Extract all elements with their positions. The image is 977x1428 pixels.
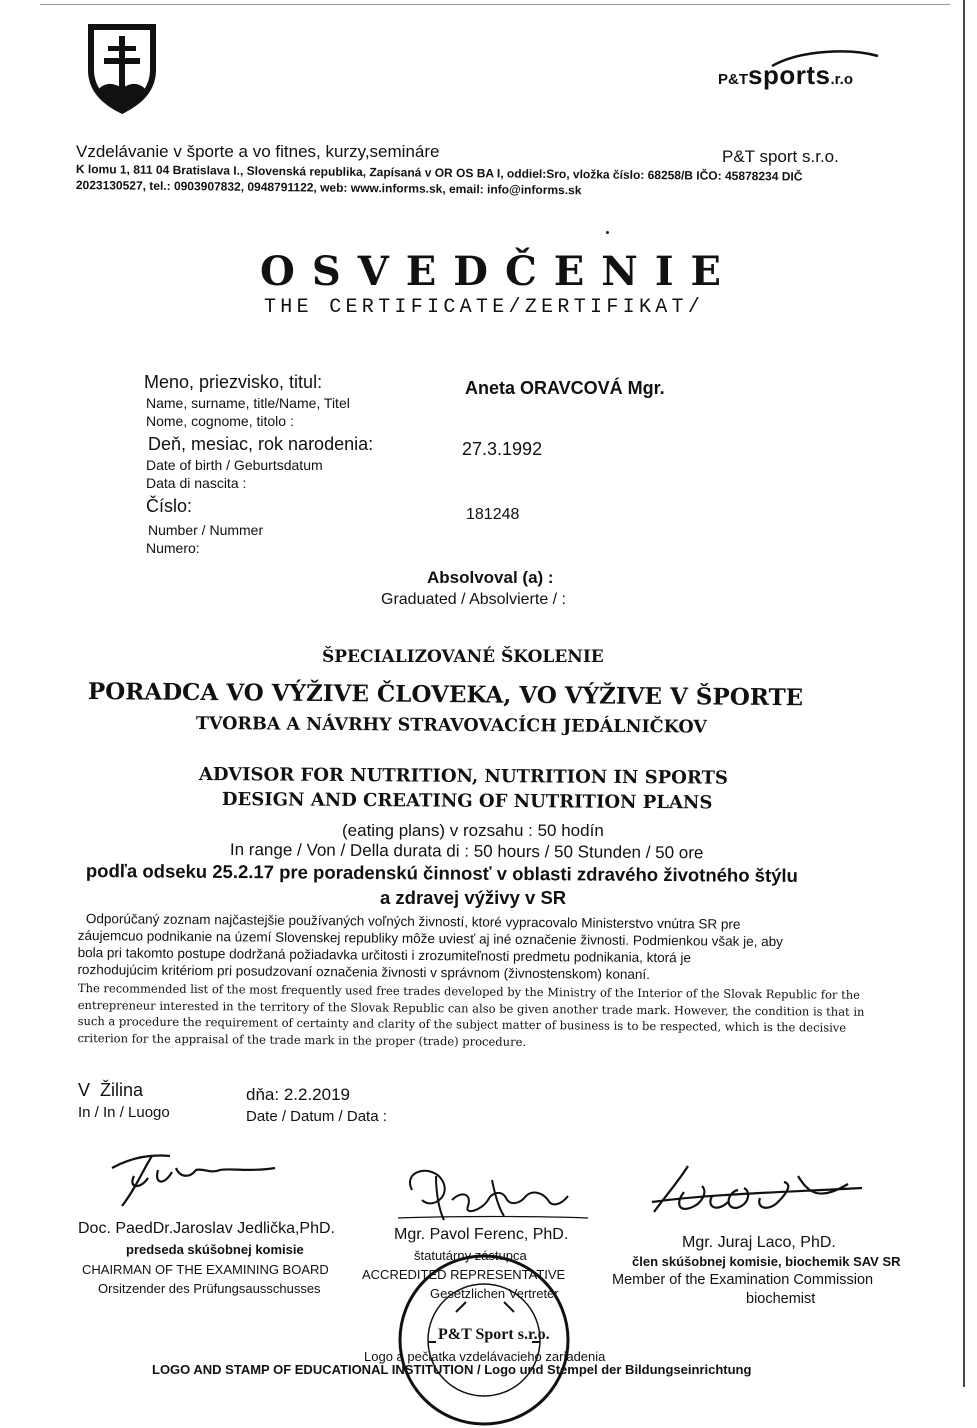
name-value: Aneta ORAVCOVÁ Mgr. <box>465 378 665 398</box>
date-line <box>246 1085 350 1105</box>
header-address: K lomu 1, 811 04 Bratislava I., Slovenská republika, Zapísaná v OR OS BA I, oddiel:Sro, vložka číslo: 68258/B IČO: 45878234 DIČ <box>75 162 803 184</box>
header-tagline: Vzdelávanie v športe a vo fitnes, kurzy,semináre <box>76 142 440 161</box>
course-title-sk-1: PORADCA VO VÝŽIVE ČLOVEKA, VO VÝŽIVE V ŠPORTE <box>87 678 804 712</box>
course-section-2: a zdravej výživy v SR <box>380 887 567 908</box>
notice-en-line: such a procedure the requirement of certainty and clarity of the subject matter of business is to be respected, which is the decisive <box>77 1013 847 1035</box>
signatory-1-role-en: CHAIRMAN OF THE EXAMINING BOARD <box>82 1262 329 1277</box>
speck <box>606 231 609 234</box>
certificate-subtitle: THE CERTIFICATE/ZERTIFIKAT/ <box>264 296 705 319</box>
place-line <box>78 1080 143 1101</box>
notice-sk-line: bola pri takomto postupe dodržaná požiadavka určitosti i zrozumiteľnosti predmetu podnikania, ktorá je <box>77 944 691 966</box>
top-border-line <box>40 4 950 5</box>
course-title-en-1: ADVISOR FOR NUTRITION, NUTRITION IN SPORTS <box>198 764 729 789</box>
dob-label-it: Data di nascita : <box>146 475 247 491</box>
slovak-coat-of-arms-icon <box>84 20 160 116</box>
dob-label: Deň, mesiac, rok narodenia: <box>148 434 374 454</box>
name-label: Meno, priezvisko, titul: <box>144 372 323 392</box>
notice-en-line: The recommended list of the most frequently used free trades developed by the Ministry of the Interior of the Slovak Republic for the <box>77 980 861 1002</box>
brand-prefix: P&T <box>718 71 748 88</box>
number-label-it: Numero: <box>146 540 200 556</box>
signatory-1-role-sk: predseda skúšobnej komisie <box>126 1242 304 1257</box>
graduated-label-en: Graduated / Absolvierte / : <box>381 591 566 608</box>
date-value: 2.2.2019 <box>283 1085 351 1104</box>
signatory-2-role-de: Gesetzlichen Vertreter <box>430 1286 559 1301</box>
course-scope-intl: In range / Von / Della durata di : 50 hours / 50 Stunden / 50 ore <box>229 840 704 863</box>
signatory-3-role-extra: biochemist <box>746 1291 816 1307</box>
place-label-en: In / In / Luogo <box>78 1104 170 1121</box>
graduated-label: Absolvoval (a) : <box>427 568 554 587</box>
date-label-en: Date / Datum / Data : <box>246 1108 387 1125</box>
signature-1-graphic <box>100 1148 290 1218</box>
brand-suffix: .r.o <box>830 71 853 88</box>
stamp-text: P&T Sport s.r.o. <box>438 1326 550 1343</box>
course-scope-sk: (eating plans) v rozsahu : 50 hodín <box>342 821 604 840</box>
signatory-3-name: Mgr. Juraj Laco, PhD. <box>682 1234 836 1251</box>
signature-2-graphic <box>392 1160 592 1230</box>
signatory-3-role-sk: člen skúšobnej komisie, biochemik SAV SR <box>632 1254 901 1269</box>
notice-en <box>77 980 864 1053</box>
signatory-2-name: Mgr. Pavol Ferenc, PhD. <box>394 1226 569 1243</box>
header-contacts: 2023130527, tel.: 0903907832, 0948791122, web: www.informs.sk, email: info@informs.sk <box>75 178 582 198</box>
brand-logo <box>718 50 888 94</box>
date-label: dňa: <box>246 1085 280 1104</box>
place-value: Žilina <box>100 1080 144 1100</box>
certificate-title: OSVEDČENIE <box>260 248 739 295</box>
name-label-it: Nome, cognome, titolo : <box>146 413 294 429</box>
course-title-sk-2: TVORBA A NÁVRHY STRAVOVACÍCH JEDÁLNIČKOV <box>195 714 707 738</box>
signatory-1-role-de: Orsitzender des Prüfungsausschusses <box>98 1281 321 1296</box>
notice-en-line: criterion for the appraisal of the trade mark in the proper (trade) procedure. <box>77 1030 527 1049</box>
number-value: 181248 <box>466 506 520 523</box>
course-section-1: podľa odseku 25.2.17 pre poradenskú činnosť v oblasti zdravého životného štýlu <box>85 860 798 886</box>
footer-line-en: LOGO AND STAMP OF EDUCATIONAL INSTITUTION / Logo und Stempel der Bildungseinrichtung <box>152 1362 752 1377</box>
dob-label-en: Date of birth / Geburtsdatum <box>146 457 323 473</box>
name-label-en: Name, surname, title/Name, Titel <box>146 395 350 411</box>
signatory-1-name: Doc. PaedDr.Jaroslav Jedlička,PhD. <box>78 1220 335 1237</box>
header-company: P&T sport s.r.o. <box>722 147 839 166</box>
notice-sk-line: Odporúčaný zoznam najčastejšie používaných voľných živností, ktoré vypracovalo Ministerstvo vnútra SR pre <box>85 911 741 932</box>
right-border-line <box>963 0 965 1387</box>
brand-main: sports <box>748 60 831 90</box>
notice-sk-line: záujemcuo podnikanie na území Slovenskej republiky môže uviesť aj iné označenie živnosti. Podmienkou však je, aby <box>77 927 784 950</box>
notice-sk-line: rozhodujúcim kritériom pri posudzovaní označenia živnosti v správnom (živnostenskom) konaní. <box>77 961 651 982</box>
notice-sk <box>77 910 783 984</box>
notice-en-line: entrepreneur interested in the territory of the Slovak Republic can also be given another trade mark. However, the condition is that in <box>77 997 865 1019</box>
course-type: ŠPECIALIZOVANÉ ŠKOLENIE <box>322 647 604 667</box>
dob-value: 27.3.1992 <box>462 439 543 459</box>
number-label: Číslo: <box>146 496 193 516</box>
course-title-en-2: DESIGN AND CREATING OF NUTRITION PLANS <box>221 789 713 814</box>
signatory-2-role-sk: štatutárny zástupca <box>414 1248 527 1263</box>
place-label: V <box>78 1080 91 1100</box>
signatory-2-role-en: ACCREDITED REPRESENTATIVE <box>362 1267 566 1282</box>
signature-3-graphic <box>648 1162 868 1232</box>
footer-line-sk: Logo a pečiatka vzdelávacieho zariadenia <box>364 1349 606 1364</box>
number-label-en: Number / Nummer <box>148 522 264 538</box>
signatory-3-role-en: Member of the Examination Commission <box>612 1272 874 1288</box>
